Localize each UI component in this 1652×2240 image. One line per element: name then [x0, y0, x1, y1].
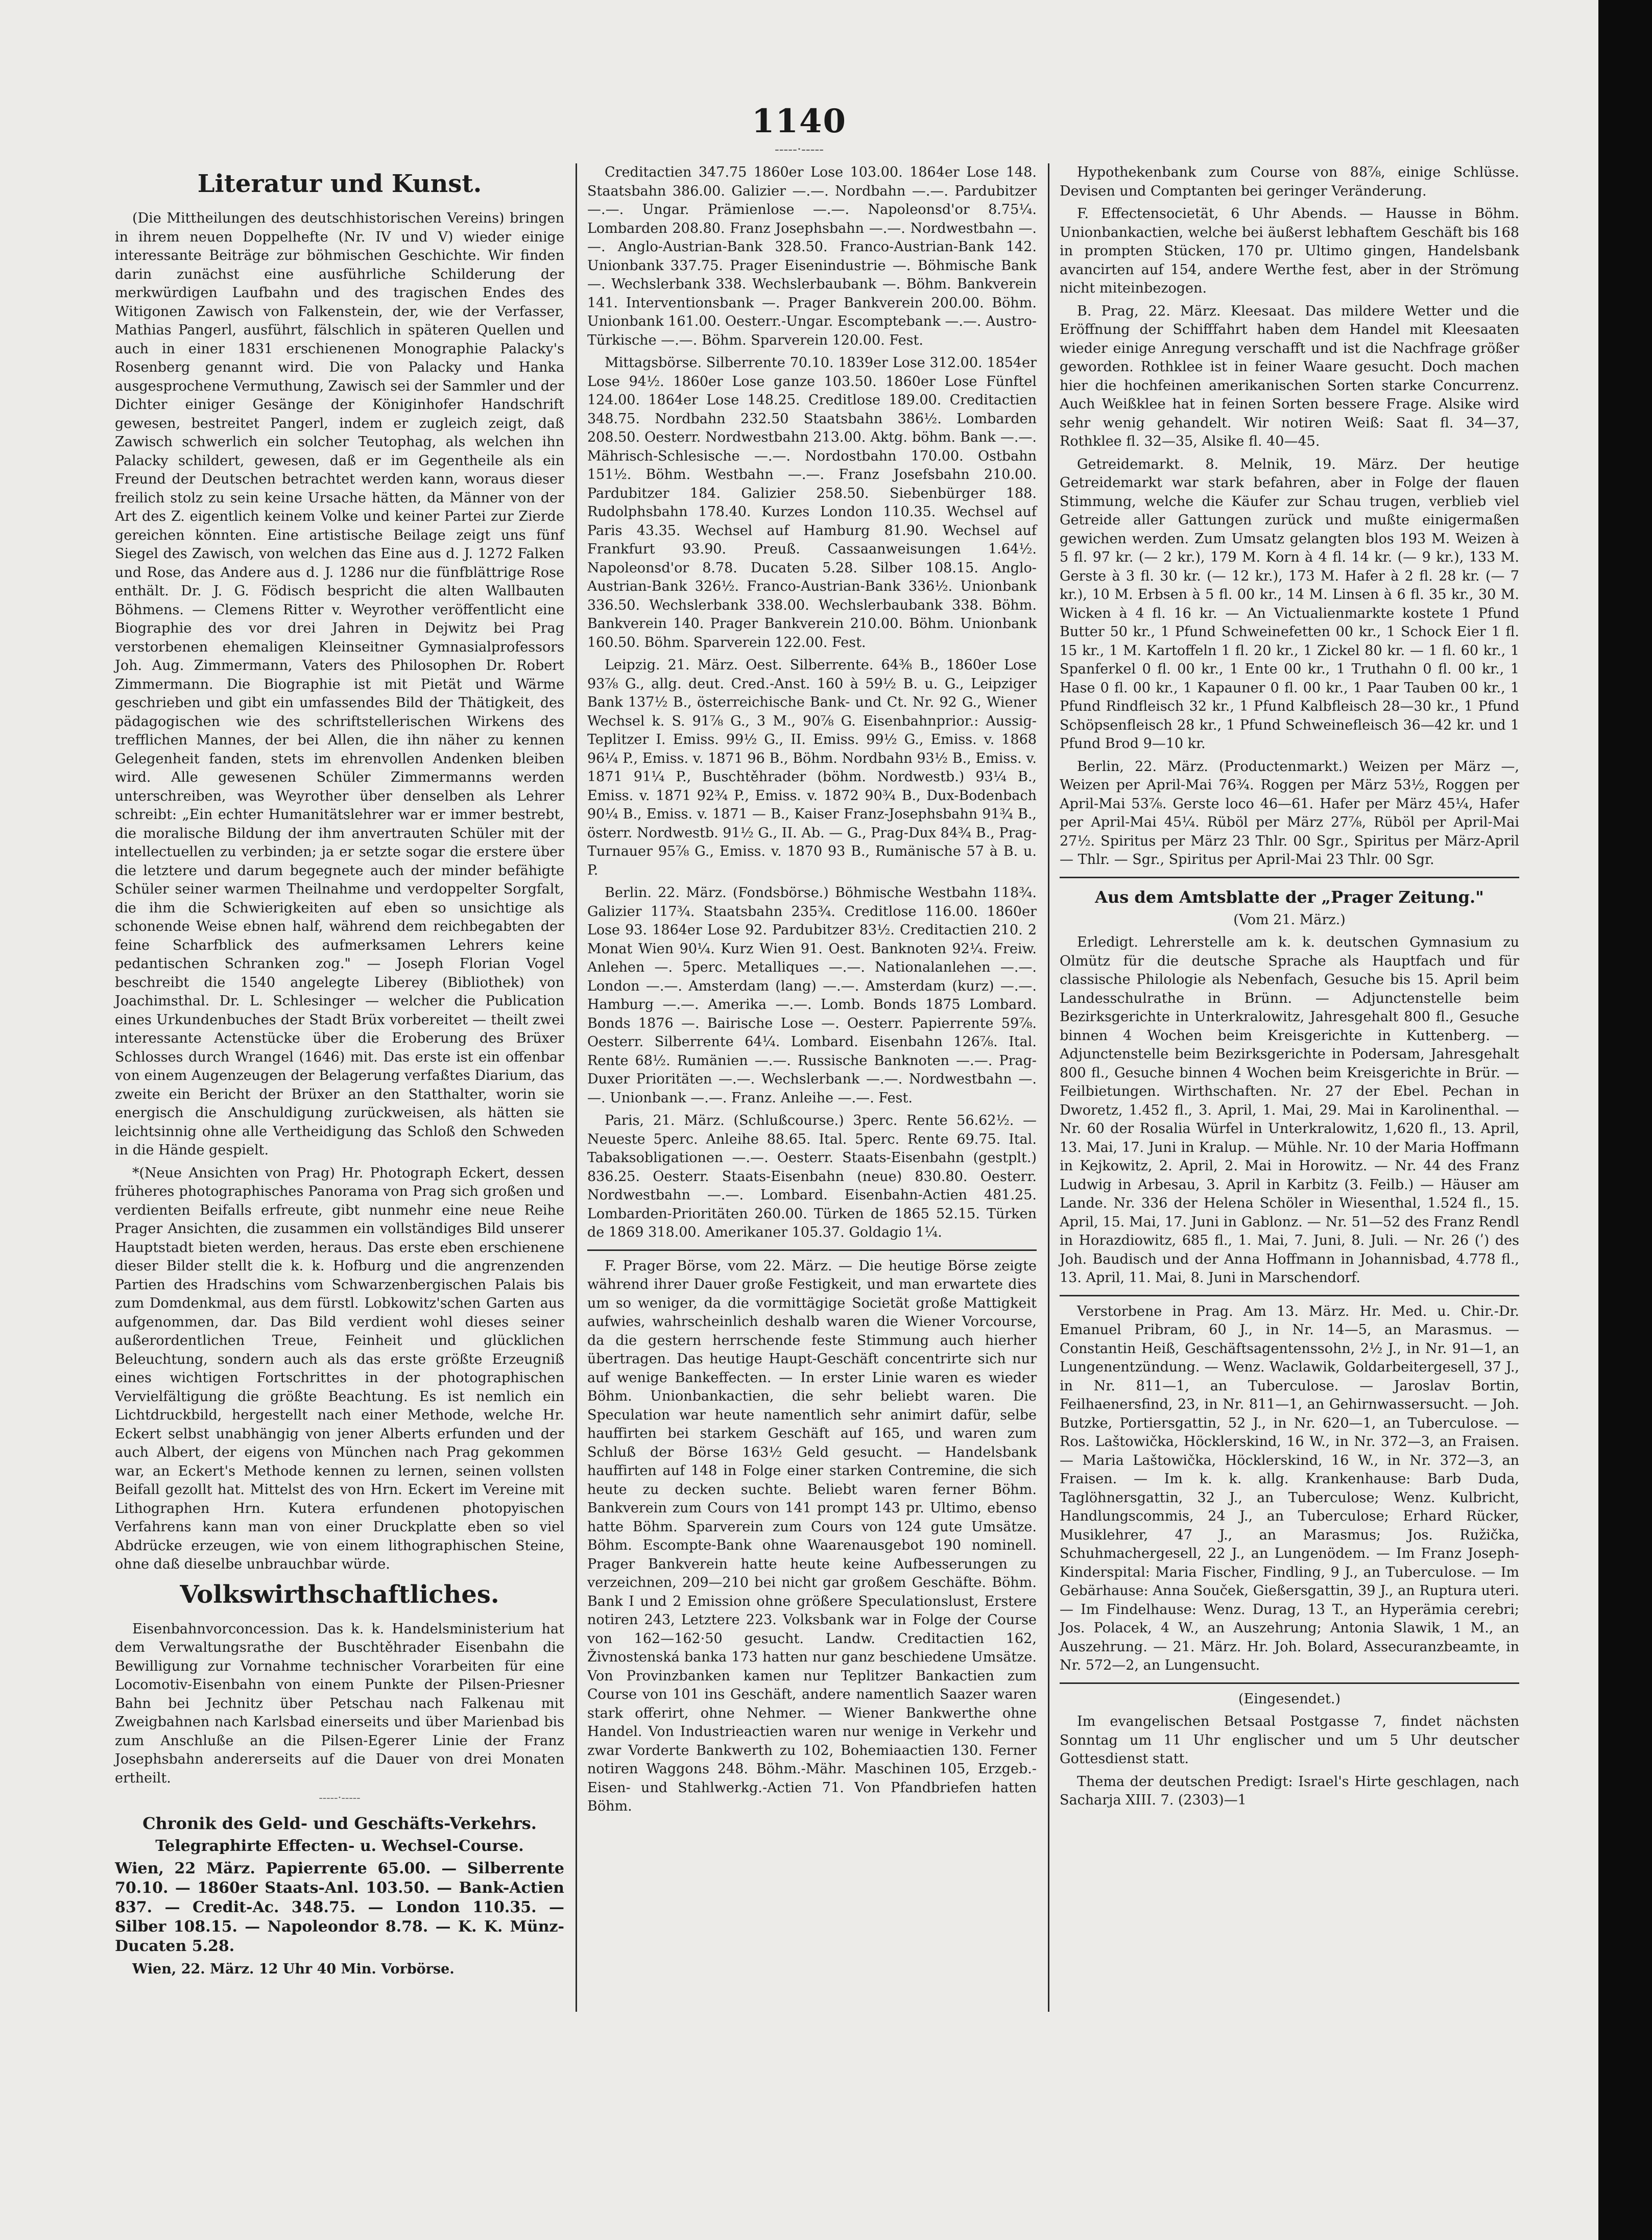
verstorbene-list: Verstorbene in Prag. Am 13. März. Hr. Med. u. Chir.-Dr. Emanuel Pribram, 60 J., in Nr. 14—5, an Marasmus. — Constantin Heiß, Geschäftsagentenssohn, 2½ J., in Nr. 91—1, an Lungenentzündung. — Wenz. Waclawik, Goldarbeitergesell, 37 J., in Nr. 811—1, an Tuberculose. — Jaroslav Bortin, Feilhaenersfind, 23, in Nr. 811—1, an Gehirnwassersucht. — Joh. Butzke, Portiersgattin, 52 J., in Nr. 620—1, an Tuberculose. — Ros. Laštowička, Höcklerskind, 16 W., in Nr. 372—3, an Fraisen. — Maria Laštowička, Höcklerskind, 16 W., in Nr. 372—3, an Fraisen. — Im k. k. allg. Krankenhause: Barb Duda, Taglöhnersgattin, 32 J., an Tuberculose; Wenz. Kulbricht, Handlungscommis, 24 J., an Tuberculose; Erhard Rücker, Musiklehrer, 47 J., an Marasmus; Jos. Ružička, Schuhmachergesell, 22 J., an Lungenödem. — Im Franz Joseph-Kinderspital: Maria Fischer, Findling, 9 J., an Tuberculose. — Im Gebärhause: Anna Souček, Gießersgattin, 39 J., an Ruptura uteri. — Im Findelhause: Wenz. Durag, 13 T., an Hyperämia cerebri; Jos. Polacek, 4 W., an Auszehrung; Antonia Slawik, 1 M., an Auszehrung. — 21. März. Hr. Joh. Bolard, Assecuranzbeamte, in Nr. 572—2, an Lungensucht.	[1060, 1303, 1519, 1673]
separator: -----·-----	[319, 1792, 361, 1804]
article-mittheilungen: (Die Mittheilungen des deutschhistorischen Vereins) bringen in ihrem neuen Doppelhefte (Nr. IV und V) wieder einige interessante Beiträge zur böhmischen Geschichte. Wir finden darin zunächst eine ausführliche Schilderung der merkwürdigen Laufbahn und des tragischen Endes des Witigonen Zawisch von Falkenstein, der, wie der Verfasser, Mathias Pangerl, ausführt, fälschlich in späteren Quellen und auch in einer 1831 erschienenen Monographie Palacky's Rosenberg genannt wird. Die von Palacky und Hanka ausgesprochene Vermuthung, Zawisch sei der Sammler und der Dichter einiger Gesänge der Königinhofer Handschrift gewesen, bestreitet Pangerl, indem er zugleich zeigt, daß Zawisch schwerlich ein solcher Teutophag, als welchen ihn Palacky schildert, gewesen, daß er im Gegentheile als ein Freund der Deutschen betrachtet werden kann, woraus dieser freilich stolz zu sein keine Ursache hätten, da Männer von der Art des Z. eigentlich keinem Volke und keiner Partei zur Zierde gereichen könnten. Eine artistische Beilage zeigt uns fünf Siegel des Zawisch, von welchen das Eine aus d. J. 1272 Falken und Rose, das Andere aus d. J. 1286 nur die fünfblättrige Rose enthält. Dr. J. G. Födisch bespricht die alten Wallbauten Böhmens. — Clemens Ritter v. Weyrother veröffentlicht eine Biographie des vor drei Jahren in Dejwitz bei Prag verstorbenen ehemaligen Kleinseitner Gymnasialprofessors Joh. Aug. Zimmermann, Vaters des Philosophen Dr. Robert Zimmermann. Die Biographie ist mit Pietät und Wärme geschrieben und gibt ein umfassendes Bild der Thätigkeit, des pädagogischen wie des schriftstellerischen Wirkens des trefflichen Mannes, der bei Allen, die ihn näher zu kennen Gelegenheit fanden, stets im ehrenvollen Andenken bleiben wird. Alle gewesenen Schüler Zimmermanns werden unterschreiben, was Weyrother über denselben als Lehrer schreibt: „Ein echter Humanitätslehrer war er immer bestrebt, die moralische Bildung der ihm anvertrauten Schüler mit der intellectuellen zu verbinden; ja er setzte sogar die erstere über die letztere und darum begegnete auch der minder befähigte Schüler seiner warmen Theilnahme und verdoppelter Sorgfalt, die ihm die Schwierigkeiten auf eben so unsichtige als schonende Weise ebnen half, während dem reichbegabten der feine Scharfblick des aufmerksamen Lehrers keine pedantischen Schranken zog." — Joseph Florian Vogel beschreibt die 1540 angelegte Liberey (Bibliothek) von Joachimsthal. Dr. L. Schlesinger — welcher die Publication eines Urkundenbuches der Stadt Brüx vorbereitet — theilt zwei interessante Actenstücke über die Eroberung des Brüxer Schlosses durch Wrangel (1646) mit. Das erste ist ein offenbar von einem Augenzeugen der Belagerung verfaßtes Diarium, das zweite ein Bericht der Brüxer an den Statthalter, worin sie energisch die Anschuldigung zurückweisen, als hätten sie leichtsinnig ohne alle Vertheidigung das Schloß den Schweden in die Hände gespielt.	[115, 210, 564, 1158]
wien-vorboerse: Wien, 22. März. 12 Uhr 40 Min. Vorbörse.	[132, 1961, 454, 1977]
effectensocietaet: F. Effectensocietät, 6 Uhr Abends. — Hausse in Böhm. Unionbankactien, welche bei äußerst lebhaftem Geschäft bis 168 in prompten Stücken, 170 pr. Ultimo gingen, Handelsbank avancirten auf 154, andere Werthe fest, aber in der Strömung nicht miteinbezogen.	[1060, 206, 1519, 296]
horizontal-rule	[1060, 1682, 1519, 1684]
berlin-fondsboerse: Berlin. 22. März. (Fondsbörse.) Böhmische Westbahn 118¾. Galizier 117¾. Staatsbahn 235¾. Creditlose 116.00. 1860er Lose 93. 1864er Lose 92. Pardubitzer 83½. Creditactien 210. 2 Monat Wien 90¼. Kurz Wien 91. Oest. Banknoten 92¼. Freiw. Anlehen —. 5perc. Metalliques —.—. Nationalanlehen —.—. London —.—. Amsterdam (lang) —.—. Amsterdam (kurz) —.—. Hamburg —.—. Amerika —.—. Lomb. Bonds 1875 Lombard. Bonds 1876 —. Bairische Lose —. Oesterr. Papierrente 59⅞. Oesterr. Silberrente 64¼. Lombard. Eisenbahn 126⅞. Ital. Rente 68½. Rumänien —.—. Russische Banknoten —.—. Prag-Duxer Prioritäten —.—. Wechslerbank —.—. Nordwestbahn —.—. Unionbank —.—. Franz. Anleihe —.—. Fest.	[587, 885, 1037, 1106]
horizontal-rule	[1060, 877, 1519, 878]
paris-schlusscourse: Paris, 21. März. (Schlußcourse.) 3perc. Rente 56.62½. — Neueste 5perc. Anleihe 88.65. Ital. 5perc. Rente 69.75. Ital. Tabaksobligationen —.—. Oesterr. Staats-Eisenbahn (gestplt.) 836.25. Oesterr. Staats-Eisenbahn (neue) 830.80. Oesterr. Nordwestbahn —.—. Lombard. Eisenbahn-Actien 481.25. Lombarden-Prioritäten 260.00. Türken de 1865 52.15. Türken de 1869 318.00. Amerikaner 105.37. Goldagio 1¼.	[587, 1113, 1037, 1240]
vorboerse-continued: Creditactien 347.75 1860er Lose 103.00. 1864er Lose 148. Staatsbahn 386.00. Galizier —.—. Nordbahn —.—. Pardubitzer —.—. Ungar. Prämienlose —.—. Napoleonsd'or 8.75¼. Lombarden 208.80. Franz Josephsbahn —.—. Nordwestbahn —.—. Anglo-Austrian-Bank 328.50. Franco-Austrian-Bank 142. Unionbank 337.75. Prager Eisenindustrie —. Böhmische Bank —. Wechslerbank 338. Wechslerbaubank —. Böhm. Bankverein 141. Interventionsbank —. Prager Bankverein 200.00. Böhm. Unionbank 161.00. Oesterr.-Ungar. Escomptebank —.—. Austro-Türkische —.—. Böhm. Sparverein 120.00. Fest.	[587, 164, 1037, 348]
column-rule-2	[1048, 163, 1049, 2012]
telegraph-header: Telegraphirte Effecten- u. Wechsel-Course.	[155, 1837, 524, 1855]
article-eisenbahnvorconcession: Eisenbahnvorconcession. Das k. k. Handelsministerium hat dem Verwaltungsrathe der Buschtěhrader Eisenbahn die Bewilligung zur Vornahme technischer Vorarbeiten für eine Locomotiv-Eisenbahn von einem Punkte der Pilsen-Priesner Bahn bei Jechnitz über Petschau nach Falkenau mit Zweigbahnen nach Karlsbad einerseits und über Marienbad bis zum Anschluße an die Pilsen-Egerer Linie der Franz Josephsbahn andererseits auf die Dauer von drei Monaten ertheilt.	[115, 1621, 564, 1786]
article-neue-ansichten: *(Neue Ansichten von Prag) Hr. Photograph Eckert, dessen früheres photographisches Panorama von Prag sich großen und verdienten Beifalls erfreute, gibt nunmehr eine neue Reihe Prager Ansichten, die zusammen ein vollständiges Bild unserer Hauptstadt bieten werden, heraus. Das erste eben erschienene dieser Bilder stellt die k. k. Hofburg und die angrenzenden Partien des Hradschins vom Schwarzenbergischen Palais bis zum Domdenkmal, aus dem fürstl. Lobkowitz'schen Garten aus aufgenommen, dar. Das Bild verdient wohl dieses seiner außerordentlichen Treue, Feinheit und glücklichen Beleuchtung, sondern auch als das erste größte Erzeugniß eines wichtigen Fortschrittes in der photographischen Vervielfältigung die größte Beachtung. Es ist nemlich ein Lichtdruckbild, hergestellt nach einer Methode, welche Hr. Eckert selbst unabhängig von jener Alberts erfunden und der auch Albert, der eigens von München nach Prag gekommen war, an Eckert's Methode kennen zu lernen, seinen vollsten Beifall gezollt hat. Mittelst des von Hrn. Eckert im Vereine mit Lithographen Hrn. Kutera erfundenen photopyischen Verfahrens kann man von einer Druckplatte eben so viel Abdrücke erzeugen, wie von einem lithographischen Steine, ohne daß dieselbe unbrauchbar würde.	[115, 1165, 564, 1572]
amtsblatt-notices: Erledigt. Lehrerstelle am k. k. deutschen Gymnasium zu Olmütz für die deutsche Sprache als Hauptfach und für classische Philologie als Nebenfach, Gesuche bis 15. April beim Landesschulrathe in Brünn. — Adjunctenstelle beim Bezirksgerichte in Unterkralowitz, Jahresgehalt 800 fl., Gesuche binnen 4 Wochen beim Kreisgerichte in Kuttenberg. — Adjunctenstelle beim Bezirksgerichte in Podersam, Jahresgehalt 800 fl., Gesuche binnen 4 Wochen beim Kreisgerichte in Brür. — Feilbietungen. Wirthschaften. Nr. 27 der Ebel. Pechan in Dworetz, 1.452 fl., 3. April, 1. Mai, 29. Mai in Karolinenthal. — Nr. 60 der Rosalia Würfel in Unterkralowitz, 1,620 fl., 13. April, 13. Mai, 17. Juni in Kralup. — Mühle. Nr. 10 der Maria Hoffmann in Kejkowitz, 2. April, 2. Mai in Horowitz. — Nr. 44 des Franz Ludwig in Arbesau, 3. April in Karbitz (3. Feilb.) — Häuser am Lande. Nr. 336 der Helena Schöler in Wiesenthal, 1.524 fl., 15. April, 15. Mai, 17. Juni in Gablonz. — Nr. 51—52 des Franz Rendl in Horazdiowitz, 685 fl., 1. Mai, 7. Juni, 8. Juli. — Nr. 26 (ʹ) des Joh. Baudisch und der Anna Hoffmann in Johannisbad, 4.778 fl., 13. April, 11. Mai, 8. Juni in Marschendorf.	[1060, 934, 1519, 1286]
page-number: 1140	[751, 102, 847, 140]
column-middle	[587, 163, 1037, 1820]
eingesendet-predigt: Thema der deutschen Predigt: Israel's Hirte geschlagen, nach Sacharja XIII. 7. (2303)—1	[1060, 1773, 1519, 1808]
prager-boerse-report: F. Prager Börse, vom 22. März. — Die heutige Börse zeigte während ihrer Dauer große Festigkeit, und man erwartete dies um so weniger, da die vormittägige Societät große Mattigkeit aufwies, wahrscheinlich deshalb waren die Wiener Vorcourse, da die gestern herrschende feste Stimmung auch hierher übertragen. Das heutige Haupt-Geschäft concentrirte sich nur auf wenige Bankeffecten. — In erster Linie waren es wieder Böhm. Unionbankactien, die sehr beliebt waren. Die Speculation war heute namentlich sehr animirt dafür, selbe hauffirten bei starkem Geschäft auf 165, und waren zum Schluß der Börse 163½ Geld gesucht. — Handelsbank hauffirten auf 148 in Folge einer starken Contremine, die sich heute zu decken suchte. Beliebt waren ferner Böhm. Bankverein zum Cours von 141 prompt 143 pr. Ultimo, ebenso hatte Böhm. Sparverein zum Cours von 124 gute Umsätze. Böhm. Escompte-Bank ohne Waarenausgebot 190 nominell. Prager Bankverein hatte heute keine Aufbesserungen zu verzeichnen, 209—210 bei nicht gar großem Geschäfte. Böhm. Bank I und 2 Emission ohne größere Speculationslust, Erstere notiren 243, Letztere 223. Volksbank war in Folge der Course von 162—162·50 gesucht. Landw. Creditactien 162, Živnostenská banka 173 hatten nur ganz beschiedene Umsätze. Von Provinzbanken kamen nur Teplitzer Bankactien zum Course von 101 ins Geschäft, andere namentlich Saazer waren stark offerirt, ohne Nehmer. — Wiener Bankwerthe ohne Handel. Von Industrieactien waren nur wenige in Verkehr und zwar Vorderte Bankwerth zu 102, Bohemiaactien 130. Ferner notiren Waggons 248. Böhm.-Mähr. Maschinen 105, Erzgeb.-Eisen- und Stahlwerkg.-Actien 71. Von Pfandbriefen hatten Böhm.	[587, 1258, 1037, 1814]
telegraph-courses: Wien, 22 März. Papierrente 65.00. — Silberrente 70.10. — 1860er Staats-Anl. 103.50. — Bank-Actien 837. — Credit-Ac. 348.75. — London 110.35. — Silber 108.15. — Napoleondor 8.78. — K. K. Münz-Ducaten 5.28.	[115, 1859, 564, 1955]
amtsblatt-header: Aus dem Amtsblatte der „Prager Zeitung."	[1095, 887, 1484, 907]
hypothekenbank-continued: Hypothekenbank zum Course von 88⅞, einige Schlüsse. Devisen und Comptanten bei geringer Veränderung.	[1060, 164, 1519, 199]
getreidemarkt-report: Getreidemarkt. 8. Melnik, 19. März. Der heutige Getreidemarkt war stark befahren, aber in Folge der flauen Stimmung, welche die Käufer zur Schau trugen, verblieb viel Getreide aller Gattungen zurück und mußte einigermaßen gewichen werden. Zum Umsatz gelangten blos 193 M. Weizen à 5 fl. 97 kr. (— 2 kr.), 179 M. Korn à 4 fl. 14 kr. (— 9 kr.), 133 M. Gerste à 3 fl. 30 kr. (— 12 kr.), 173 M. Hafer à 2 fl. 28 kr. (— 7 kr.), 10 M. Erbsen à 5 fl. 00 kr., 14 M. Linsen à 6 fl. 35 kr., 30 M. Wicken à 4 fl. 16 kr. — An Victualienmarkte kostete 1 Pfund Butter 50 kr., 1 Pfund Schweinefetten 00 kr., 1 Schock Eier 1 fl. 15 kr., 1 M. Kartoffeln 1 fl. 20 kr., 1 Zickel 80 kr. — 1 fl. 60 kr., 1 Spanferkel 0 fl. 00 kr., 1 Ente 00 kr., 1 Truthahn 0 fl. 00 kr., 1 Hase 0 fl. 00 kr., 1 Kapauner 0 fl. 00 kr., 1 Paar Tauben 00 kr., 1 Pfund Rindfleisch 32 kr., 1 Pfund Kalbfleisch 28—30 kr., 1 Pfund Schöpsenfleisch 28 kr., 1 Pfund Schweinefleisch 36—42 kr. und 1 Pfund Brod 9—10 kr.	[1060, 456, 1519, 752]
column-right	[1060, 163, 1519, 1814]
horizontal-rule	[587, 1249, 1037, 1251]
column-left	[115, 163, 564, 1983]
kleesaat-report: B. Prag, 22. März. Kleesaat. Das mildere Wetter und die Eröffnung der Schifffahrt haben dem Handel mit Kleesaaten wieder einige Anregung verschafft und ist die Nachfrage größer geworden. Rothklee ist in feiner Waare gesucht. Doch machen hier die hochfeinen amerikanischen Sorten starke Concurrenz. Auch Weißklee hat in feinen Sorten bessere Frage. Alsike wird sehr wenig gehandelt. Wir notiren Weiß: Saat fl. 34—37, Rothklee fl. 32—35, Alsike fl. 40—45.	[1060, 303, 1519, 449]
section-title-volkswirthschaft: Volkswirthschaftliches.	[180, 1580, 499, 1609]
leipzig-report: Leipzig. 21. März. Oest. Silberrente. 64⅜ B., 1860er Lose 93⅞ G., allg. deut. Cred.-Anst. 160 à 59½ B. u. G., Leipziger Bank 137½ B., österreichische Bank- und Ct. Nr. 92 G., Wiener Wechsel k. S. 91⅞ G., 3 M., 90⅞ G. Eisenbahnprior.: Aussig-Teplitzer I. Emiss. 99½ G., II. Emiss. 99½ G., Emiss. v. 1868 96¼ P., Emiss. v. 1871 96 B., Böhm. Nordbahn 93½ B., Emiss. v. 1871 91¼ P., Buschtěhrader (böhm. Nordwestb.) 93¼ B., Emiss. v. 1871 92¾ P., Emiss. v. 1872 90¾ B., Dux-Bodenbach 90¼ B., Emiss. v. 1871 — B., Kaiser Franz-Josephsbahn 91¾ B., österr. Nordwestb. 91½ G., II. Ab. — G., Prag-Dux 84¾ B., Prag-Turnauer 95⅞ G., Emiss. v. 1870 93 B., Rumänische 57 à B. u. P.	[587, 657, 1037, 878]
scan-edge	[1598, 0, 1652, 2240]
page-number-ornament: -----·-----	[774, 142, 824, 157]
berlin-productenmarkt: Berlin, 22. März. (Productenmarkt.) Weizen per März —, Weizen per April-Mai 76¾. Roggen per März 53½, Roggen per April-Mai 53⅞. Gerste loco 46—61. Hafer per März 45¼, Hafer per April-Mai 45¼. Rüböl per März 27⅞, Rüböl per April-Mai 27½. Spiritus per März 23 Thlr. 00 Sgr., Spiritus per März-April — Thlr. — Sgr., Spiritus per April-Mai 23 Thlr. 00 Sgr.	[1060, 758, 1519, 868]
horizontal-rule	[1060, 1295, 1519, 1296]
section-title-chronik: Chronik des Geld- und Geschäfts-Verkehrs.	[142, 1814, 537, 1833]
mittagsboerse: Mittagsbörse. Silberrente 70.10. 1839er Lose 312.00. 1854er Lose 94½. 1860er Lose ganze 103.50. 1860er Lose Fünftel 124.00. 1864er Lose 148.25. Creditlose 189.00. Creditactien 348.75. Nordbahn 232.50 Staatsbahn 386½. Lombarden 208.50. Oesterr. Nordwestbahn 213.00. Aktg. böhm. Bank —.—. Mährisch-Schlesische —.—. Nordostbahn 170.00. Ostbahn 151½. Böhm. Westbahn —.—. Franz Josefsbahn 210.00. Pardubitzer 184. Galizier 258.50. Siebenbürger 188. Rudolphsbahn 178.40. Kurzes London 110.35. Wechsel auf Paris 43.35. Wechsel auf Hamburg 81.90. Wechsel auf Frankfurt 93.90. Preuß. Cassaanweisungen 1.64½. Napoleonsd'or 8.78. Ducaten 5.28. Silber 108.15. Anglo-Austrian-Bank 326½. Franco-Austrian-Bank 336½. Unionbank 336.50. Wechslerbank 338.00. Wechslerbaubank 338. Böhm. Bankverein 140. Prager Bankverein 210.00. Böhm. Unionbank 160.50. Böhm. Sparverein 122.00. Fest.	[587, 355, 1037, 651]
column-rule-1	[576, 163, 577, 2012]
eingesendet-header: (Eingesendet.)	[1238, 1691, 1340, 1707]
amtsblatt-date: (Vom 21. März.)	[1233, 911, 1346, 928]
eingesendet-notice: Im evangelischen Betsaal Postgasse 7, findet nächsten Sonntag um 11 Uhr englischer und um 5 Uhr deutscher Gottesdienst statt.	[1060, 1714, 1519, 1767]
section-title-literatur: Literatur und Kunst.	[197, 170, 482, 198]
